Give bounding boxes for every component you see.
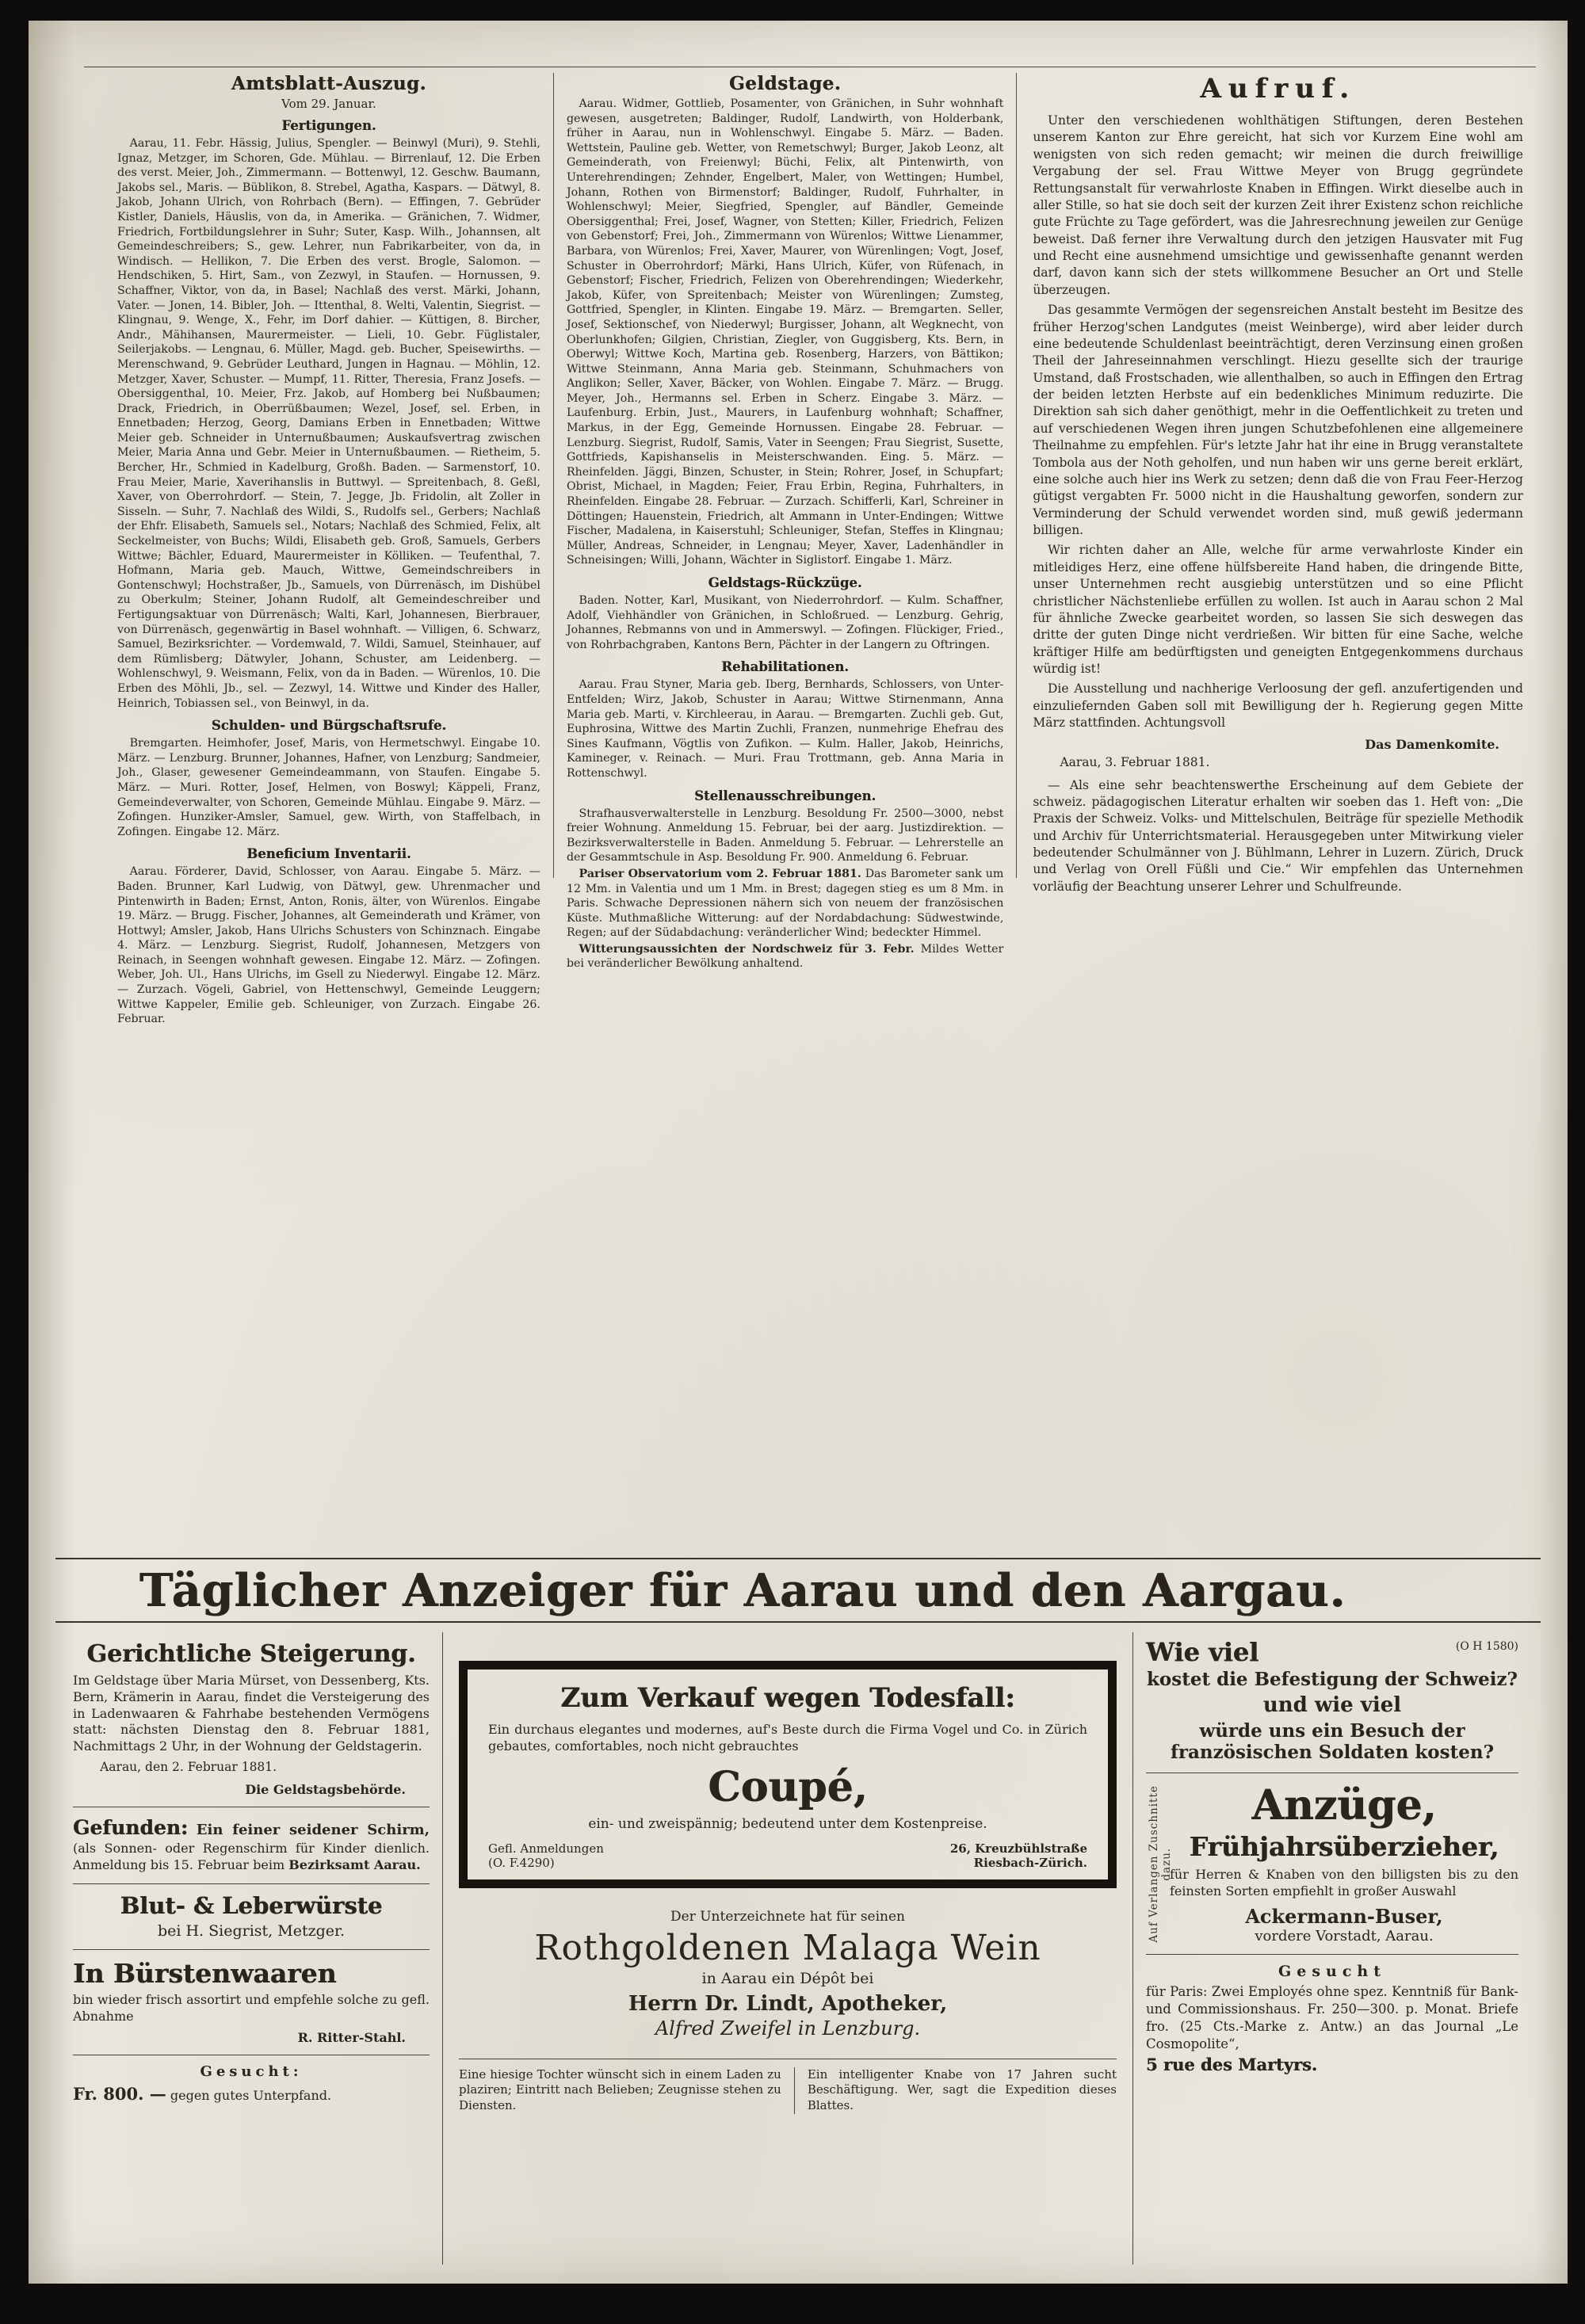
observatorium-paragraph: [567, 867, 1003, 941]
rueckzuege-body: Baden. Notter, Karl, Musikant, von Niederrohrdorf. — Kulm. Schaffner, Adolf, Viehhändler von Gränichen, in Schloßrued. — Lenzburg. Gehrig, Johannes, Rebmanns von und in Ammerswyl. — Zofingen. Flückiger, Fried., von Rohrbachgraben, Kantons Bern, Pächter in der Langern zu Oftringen.: [566, 594, 1004, 651]
editorial-columns: [117, 73, 1523, 1026]
wuerste-title: Blut- & Leberwürste: [120, 1892, 383, 1920]
aufruf-paragraph-2: Das gesammte Vermögen der segensreichen Anstalt besteht im Besitze des früher Herzog'schen Landgutes (meist Weinberge), wird aber leider durch eine bedeutende Schuldenlast beeinträchtigt, deren Verzinsung einen großen Theil der Jahreseinnahmen verschlingt. Hiezu gesellte sich der traurige Umstand, daß Frostschaden, wie allenthalben, so auch in Effingen den Ertrag der beiden letzten Herbste auf ein bedenkliches Minimum reduzirte. Die Direktion sah sich daher genöthigt, mehr in die Oeffentlichkeit zu treten und auf verschiedenen Wegen ihren jungen Schutzbefohlenen eine allgemeinere Theilnahme zu empfehlen. Für's letzte Jahr hat ihr eine in Brugg veranstaltete Tombola aus der Noth geholfen, und nun haben wir uns gerne bereit erklärt, eine solche auch hier ins Werk zu setzen; denn daß die von Frau Feer-Herzog gütigst vergabten Fr. 5000 nicht in die Haushaltung geworfen, sondern zur Verminderung der Schuld verwendet worden sind, muß gewiß jedermann billigen.: [1033, 303, 1523, 537]
column-aufruf: [1017, 73, 1523, 894]
gefunden-lead: Ein feiner seidener Schirm,: [196, 1821, 430, 1838]
gesucht-amount: Fr. 800. —: [73, 2083, 166, 2104]
ad-divider: [1146, 1954, 1518, 1955]
gesucht-terms: gegen gutes Unterpfand.: [170, 2087, 332, 2103]
schweiz-top-row: [1146, 1637, 1518, 1667]
malaga-intro: Der Unterzeichnete hat für seinen: [670, 1908, 905, 1925]
coupe-address-line2: Riesbach-Zürich.: [973, 1855, 1087, 1870]
observatorium-title: Pariser Observatorium vom 2. Februar 1881.: [579, 867, 861, 880]
aufruf-paragraph-4: Die Ausstellung und nachherige Verloosung der gefl. anzufertigenden und einzuliefernden Gaben soll mit Bewilligung der h. Regierung gegen Mitte März stattfinden. Achtungsvoll: [1033, 681, 1523, 731]
ad-malaga-wein: [459, 1909, 1117, 2040]
rehabilitationen-heading: Rehabilitationen.: [721, 659, 849, 675]
ad-wuerste: [73, 1892, 430, 1940]
witterung-body: Mildes Wetter bei veränderlicher Bewölkung anhaltend.: [566, 942, 1004, 971]
classified-tochter: Eine hiesige Tochter wünscht sich in einem Laden zu plaziren; Eintritt nach Belieben; Zeugnisse stehen zu Diensten.: [459, 2066, 781, 2113]
gesucht-pfand-body: [73, 2083, 430, 2105]
geldstage-heading: Geldstage.: [728, 73, 842, 94]
ad-divider: [73, 1949, 430, 1950]
schweiz-line2: kostet die Befestigung der Schweiz?: [1147, 1669, 1518, 1690]
anzuege-body: für Herren & Knaben von den billigsten bis zu den feinsten Sorten empfiehlt in großer Auswahl: [1170, 1867, 1518, 1899]
steigerung-title: Gerichtliche Steigerung.: [86, 1640, 416, 1668]
steigerung-body: Im Geldstage über Maria Mürset, von Dessenberg, Kts. Bern, Krämerin in Aarau, findet die Versteigerung des in Ladenwaaren & Fahrhabe bestehenden Vermögens statt: nächsten Dienstag den 8. Februar 1881, Nachmittags 2 Uhr, in der Wohnung der Geldstagerin.: [73, 1673, 430, 1754]
masthead-title: Täglicher Anzeiger für Aarau und den Aargau.: [139, 1563, 1346, 1617]
anzuege-side-note: Auf Verlangen Zuschnitte dazu.: [1148, 1785, 1173, 1944]
ad-buerstenwaaren: [73, 1958, 430, 2045]
malaga-agent-1: Herrn Dr. Lindt, Apotheker,: [628, 1991, 948, 2016]
steigerung-signature: Die Geldstagsbehörde.: [245, 1781, 406, 1797]
beneficium-heading: Beneficium Inventarii.: [246, 846, 411, 862]
coupe-footer: [488, 1841, 1087, 1870]
ad-befestigung-schweiz: [1146, 1637, 1518, 1763]
aufruf-paragraph-3: Wir richten daher an Alle, welche für arme verwahrloste Kinder ein mitleidiges Herz, eine offene hülfsbereite Hand haben, die dringende Bitte, unser Unternehmen recht ausgiebig unterstützen und so eine Pflicht christlicher Nächstenliebe erfüllen zu wollen. Ist auch in Aarau schon 2 Mal für ähnliche Zwecke gearbeitet worden, so lassen Sie sich deswegen das dritte der guten Dinge nicht verdrießen. Wir bitten für eine Sache, welche kräftiger Hilfe am bedürftigsten und geneigten Entgegenkommens durchaus würdig ist!: [1033, 543, 1523, 676]
anzuege-signature: Ackermann-Buser,: [1245, 1904, 1443, 1928]
schweiz-line3: und wie viel: [1262, 1693, 1402, 1717]
fertigungen-body: Aarau, 11. Febr. Hässig, Julius, Spengler. — Beinwyl (Muri), 9. Stehli, Ignaz, Metzger, im Schoren, Gde. Mühlau. — Birrenlauf, 12. Die Erben des verst. Meier, Joh., Zimmermann. — Bottenwyl, 12. Geschw. Baumann, Jakobs sel., Maris. — Büblikon, 8. Strebel, Agatha, Kaspars. — Dätwyl, 8. Jakob, Johann Ulrich, von Rohrbach (Bern). — Effingen, 7. Gebrüder Kistler, Daniels, Häuslis, von da, in Amerika. — Gränichen, 7. Widmer, Friedrich, Fortbildungslehrer in Suhr; Suter, Kasp. Wilh., Johannsen, alt Gemeindeschreibers; S., gew. Lehrer, nun Fabrikarbeiter, von da, in Windisch. — Hellikon, 7. Die Erben des verst. Brogle, Salomon. — Hendschiken, 5. Hirt, Sam., von Zezwyl, in Staufen. — Hornussen, 9. Schaffner, Viktor, von da, in Basel; Nachlaß des verst. Märki, Johann, Vater. — Jonen, 14. Bibler, Joh. — Ittenthal, 8. Welti, Valentin, Siegrist. — Klingnau, 9. Wenge, X., Fehr, im Dorf dahier. — Küttigen, 8. Bircher, Andr., Mähihansen, Maurermeister. — Lieli, 10. Gebr. Füglistaler, Seilerjakobs. — Lengnau, 6. Müller, Magd. geb. Bucher, Speisewirths. — Merenschwand, 9. Gebrüder Leuthard, Jungen in Hagnau. — Möhlin, 12. Metzger, Xaver, Schuster. — Mumpf, 11. Ritter, Theresia, Franz Josefs. — Obersiggenthal, 10. Meier, Frz. Jakob, auf Homberg bei Nußbaumen; Drack, Friedrich, in Oberrüßbaumen; Wezel, Josef, sel. Erben, in Ennetbaden; Herzog, Georg, Damians Erben in Ennetbaden; Wittwe Meier geb. Schneider in Unternußbaumen; Auskaufsvertrag zwischen Meier, Maria Anna und Gebr. Meier in Unternußbaumen. — Rietheim, 5. Bercher, Hr., Schmied in Kadelburg, Großh. Baden. — Sarmenstorf, 10. Frau Meier, Marie, Xaverihanslis in Buttwyl. — Spreitenbach, 8. Geßl, Xaver, von Oberrohrdorf. — Stein, 7. Jegge, Jb. Fridolin, alt Zoller in Sisseln. — Suhr, 7. Nachlaß des Wildi, S., Rudolfs sel., Gerbers; Nachlaß der Ehfr. Elisabeth, Samuels sel., Notars; Nachlaß des Schmied, Felix, alt Seckelmeister, von Buchs; Wildi, Elisabeth geb. Groß, Samuels, Gerbers Wittwe; Bächler, Eduard, Maurermeister in Kölliken. — Teufenthal, 7. Hofmann, Maria geb. Mauch, Wittwe, Gemeindschreibers in Gontenschwyl; Hochstraßer, Jb., Samuels, von Dürrenäsch, im Dishübel zu Oberkulm; Steiner, Johann Rudolf, alt Gemeindeschreiber und Fertigungsaktuar von Dürrenäsch; Walti, Karl, Johannesen, Bierbrauer, von Dürrenäsch, gegenwärtig in Basel wohnhaft. — Villigen, 6. Schwarz, Samuel, Bezirksrichter. — Vordemwald, 7. Wildi, Samuel, Steinhauer, auf dem Rümlisberg; Dätwyler, Johann, Schuster, am Leidenberg. — Wohlenschwyl, 9. Weismann, Felix, von da in Baden. — Würenlos, 10. Die Erben des Möhli, Jb., sel. — Zezwyl, 14. Wittwe und Kinder des Haller, Heinrich, Tobiassen sel., von Beinwyl, in da.: [117, 137, 540, 710]
column-geldstage: [553, 73, 1017, 971]
malaga-depot-line: in Aarau ein Dépôt bei: [701, 1969, 874, 1987]
ad-gesucht-paris: [1146, 1963, 1518, 2074]
coupe-code: (O. F.4290): [488, 1855, 555, 1870]
ad-anzuege: [1146, 1781, 1518, 1944]
schulden-heading: Schulden- und Bürgschaftsrufe.: [211, 718, 447, 734]
observatorium-body: Das Barometer sank um 12 Mm. in Valentia und um 1 Mm. in Brest; dagegen stieg es um 8 Mm. in Paris. Schwache Depressionen nähern sich von neuem der französischen Küste. Muthmaßliche Witterung: auf der Nordabdachung: Südwestwinde, Regen; auf der Südabdachung: veränderlicher Wind; bedeckter Himmel.: [566, 867, 1004, 940]
aufruf-place-date: Aarau, 3. Februar 1881.: [1060, 754, 1210, 769]
beneficium-body: Aarau. Förderer, David, Schlosser, von Aarau. Eingabe 5. März. — Baden. Brunner, Karl Ludwig, von Dätwyl, gew. Uhrenmacher und Pintenwirth in Baden; Ernst, Anton, Ronis, älter, von Würenlos. Eingabe 19. März. — Brugg. Fischer, Johannes, alt Gemeinderath und Krämer, von Hottwyl; Amsler, Jakob, Hans Ulrichs Schusters von Schinznach. Eingabe 4. März. — Lenzburg. Siegrist, Rudolf, Johannesen, Metzgers von Reinach, in Seengen wohnhaft gewesen. Eingabe 12. März. — Zofingen. Weber, Joh. Ul., Hans Ulrichs, im Gsell zu Niederwyl. Eingabe 12. März. — Zurzach. Vögeli, Gabriel, von Hettenschwyl, Gemeinde Leuggern; Wittwe Kappeler, Emilie geb. Schleuniger, von Zurzach. Eingabe 26. Februar.: [117, 865, 540, 1026]
buersten-title: In Bürstenwaaren: [73, 1958, 337, 1990]
gefunden-signature: Bezirksamt Aarau.: [288, 1857, 421, 1873]
amtsblatt-heading: Amtsblatt-Auszug.: [231, 73, 427, 94]
paris-address: 5 rue des Martyrs.: [1146, 2055, 1318, 2075]
gefunden-title: Gefunden:: [73, 1815, 189, 1839]
advertisement-section: [70, 1632, 1520, 2265]
schweiz-line4: würde uns ein Besuch der französischen Soldaten kosten?: [1170, 1720, 1495, 1763]
classified-knabe: Ein intelligenter Knabe von 17 Jahren sucht Beschäftigung. Wer, sagt die Expedition dieses Blattes.: [794, 2067, 1117, 2114]
ad-gesucht-pfand: [73, 2063, 430, 2105]
gefunden-body: (als Sonnen- oder Regenschirm für Kinder dienlich. Anmeldung bis 15. Februar beim: [73, 1841, 430, 1873]
paedagogik-note: — Als eine sehr beachtenswerthe Erscheinung auf dem Gebiete der schweiz. pädagogischen Literatur erhalten wir soeben das 1. Heft von: „Die Praxis der Schweiz. Volks- und Mittelschulen, Beiträge für spezielle Methodik und Archiv für Unterrichtsmaterial. Herausgegeben unter Mitwirkung vieler bedeutender Schulmänner von J. Bühlmann, Lehrer in Luzern. Zürich, Druck und Verlag von Orell Füßli und Cie.“ Wir empfehlen das Unternehmen vorläufig der Beachtung unserer Lehrer und Schulfreunde.: [1033, 777, 1523, 894]
stellen-body: Strafhausverwalterstelle in Lenzburg. Besoldung Fr. 2500—3000, nebst freier Wohnung. Anmeldung 15. Februar, bei der aarg. Justizdirektion. — Bezirksverwalterstelle in Baden. Anmeldung 5. Februar. — Lehrerstelle an der Gesammtschule in Asp. Besoldung Fr. 900. Anmeldung 6. Februar.: [566, 807, 1004, 864]
geldstage-body: Aarau. Widmer, Gottlieb, Posamenter, von Gränichen, in Suhr wohnhaft gewesen, ausgetreten; Baldinger, Rudolf, Landwirth, von Holderbank, früher in Aarau, nun in Wohlenschwyl. Eingabe 5. März. — Baden. Wettstein, Pauline geb. Wetter, von Remetschwyl; Burger, Jakob Leonz, alt Gemeinderath, von Freienwyl; Büchi, Felix, alt Pintenwirth, von Unterehrendingen; Zehnder, Engelbert, Maler, von Wettingen; Humbel, Johann, Rothen von Birmenstorf; Baldinger, Rudolf, Fuhrhalter, in Wohlenschwyl; Meier, Siegfried, Spengler, auf Bändler, Gemeinde Obersiggenthal; Frei, Josef, Wagner, von Stetten; Killer, Friedrich, Felizen von Gebenstorf; Frei, Joh., Zimmermann von Würenlos; Wittwe Lienammer, Barbara, von Würenlos; Frei, Xaver, Maurer, von Würenlingen; Vogt, Josef, Schuster in Oberrohrdorf; Märki, Hans Ulrich, Küfer, von Rüfenach, in Gebenstorf; Fischer, Friedrich, Felizen von Oberehrendingen; Wiederkehr, Jakob, Küfer, von Spreitenbach; Meister von Würenlingen; Zumsteg, Gottfried, Spengler, in Klinten. Eingabe 19. März. — Bremgarten. Seller, Josef, Sektionschef, von Niederwyl; Burgisser, Johann, alt Wegknecht, von Oberlunkhofen; Gilgien, Christian, Ziegler, von Guggisberg, Kts. Bern, in Oberwyl; Wittwe Koch, Martina geb. Rosenberg, Harzers, von Bättikon; Wittwe Steinmann, Anna Maria geb. Steinmann, Schuhmachers von Anglikon; Seller, Xaver, Bäcker, von Wohlen. Eingabe 7. März. — Brugg. Meyer, Joh., Hermanns sel. Erben in Scherz. Eingabe 3. März. — Laufenburg. Erbin, Just., Maurers, in Laufenburg wohnhaft; Schaffner, Markus, in der Egg, Gemeinde Hornussen. Eingabe 28. Februar. — Lenzburg. Siegrist, Rudolf, Samis, Vater in Seengen; Frau Siegrist, Susette, Gottfrieds, Kapishanselis in Meisterschwanden. Eing. 5. März. — Rheinfelden. Jäggi, Binzen, Schuster, in Stein; Rohrer, Josef, in Schupfart; Obrist, Michael, in Magden; Feier, Frau Erbin, Regina, Fuhrhalters, in Rheinfelden. Eingabe 28. Februar. — Zurzach. Schifferli, Karl, Schreiner in Döttingen; Hauenstein, Friedrich, alt Ammann in Unter-Endingen; Wittwe Fischer, Madalena, in Kaiserstuhl; Schleuniger, Stefan, Steffes in Klingnau; Müller, Andreas, Schneider, in Lengnau; Meyer, Xaver, Ladenhändler in Schneisingen; Willi, Johann, Wächter in Siglistorf. Eingabe 1. März.: [566, 97, 1004, 567]
anzuege-title: Anzüge,: [1251, 1781, 1437, 1830]
coupe-terms: ein- und zweispännig; bedeutend unter dem Kostenpreise.: [588, 1815, 987, 1832]
gefunden-paragraph: [73, 1815, 430, 1874]
malaga-agent-2: Alfred Zweifel in Lenzburg.: [655, 2017, 921, 2040]
buersten-signature: R. Ritter-Stahl.: [297, 2029, 406, 2045]
gesucht-pfand-title: Gesucht:: [200, 2063, 303, 2080]
column-amtsblatt: [117, 73, 553, 1026]
paris-body: für Paris: Zwei Employés ohne spez. Kenntniß für Bank- und Commissionshaus. Fr. 250—300. p. Monat. Briefe fro. (25 Cts.-Marke z. Antw.) an das Journal „Le Cosmopolite“,: [1146, 1983, 1518, 2051]
schweiz-ad-code: (O H 1580): [1455, 1640, 1518, 1653]
coupe-address-line1: 26, Kreuzbühlstraße: [949, 1841, 1087, 1856]
newspaper-paper: [29, 21, 1568, 2284]
ads-column-left: [70, 1632, 442, 2265]
aufruf-paragraph-1: Unter den verschiedenen wohlthätigen Stiftungen, deren Bestehen unserem Kanton zur Ehre gereicht, hat sich vor Kurzem Eine wohl am wenigsten von sich reden gemacht; wir meinen die durch freiwillige Vergabung der sel. Frau Wittwe Meyer von Brugg gegründete Rettungsanstalt für verwahrloste Knaben in Effingen. Wirkt dieselbe auch in aller Stille, so hat sie doch seit der kurzen Zeit ihrer Existenz schon reichliche gute Früchte zu Tage gefördert, was die Jahresrechnung jeweilen zur Genüge beweist. Daß ferner ihre Verwaltung durch den jetzigen Hausvater mit Fug und Recht eine ausnehmend umsichtige und gewissenhafte genannt werden darf, davon kann sich der stets willkommene Besucher an Ort und Stelle überzeugen.: [1033, 113, 1523, 297]
coupe-contact-label: Gefl. Anmeldungen: [488, 1841, 604, 1856]
ad-gefunden: [73, 1815, 430, 1874]
schulden-body: Bremgarten. Heimhofer, Josef, Maris, von Hermetschwyl. Eingabe 10. März. — Lenzburg. Brunner, Johannes, Hafner, von Lenzburg; Sandmeier, Joh., Glaser, gewesener Gemeindeammann, von Staufen. Eingabe 5. März. — Muri. Rotter, Josef, Helmen, von Boswyl; Käppeli, Franz, Gemeindeverwalter, von Schoren, Gemeinde Mühlau. Eingabe 9. März. — Zofingen. Hunziker-Amsler, Samuel, gew. Wirth, von Staffelbach, in Zofingen. Eingabe 12. März.: [117, 737, 540, 838]
witterung-paragraph: [567, 942, 1003, 971]
coupe-contact: [488, 1841, 604, 1870]
fertigungen-heading: Fertigungen.: [281, 118, 376, 133]
paris-title: Gesucht: [1278, 1962, 1386, 1980]
ad-coupe: [459, 1661, 1117, 1888]
anzuege-address: vordere Vorstadt, Aarau.: [1255, 1927, 1434, 1944]
masthead-banner: [55, 1558, 1541, 1623]
anzuege-subtitle: Frühjahrsüberzieher,: [1189, 1831, 1499, 1862]
small-classifieds-row: [459, 2059, 1117, 2114]
aufruf-heading: Aufruf.: [1200, 73, 1356, 105]
rueckzuege-heading: Geldstags-Rückzüge.: [708, 575, 862, 590]
rehabilitationen-body: Aarau. Frau Styner, Maria geb. Iberg, Bernhards, Schlossers, von Unter-Entfelden; Wirz, Jakob, Schuster in Aarau; Wittwe Stirnenmann, Anna Maria geb. Marti, v. Kirchleerau, in Aarau. — Bremgarten. Zuchli geb. Gut, Euphrosina, Wittwe des Martin Zuchli, Franzen, nunmehrige Ehefrau des Sines Kaufmann, Vögtlis von Zufikon. — Kulm. Haller, Jakob, Heinrichs, Kamineger, v. Reinach. — Muri. Frau Trottmann, geb. Anna Maria in Rottenschwyl.: [566, 678, 1004, 780]
coupe-headline: Zum Verkauf wegen Todesfall:: [560, 1682, 1015, 1714]
malaga-product-name: Rothgoldenen Malaga Wein: [534, 1927, 1041, 1968]
schweiz-line1: Wie viel: [1146, 1637, 1259, 1667]
ad-divider: [73, 1883, 430, 1884]
ad-gerichtliche-steigerung: [73, 1640, 430, 1797]
amtsblatt-dateline: Vom 29. Januar.: [281, 97, 376, 111]
steigerung-place: Aarau, den 2. Februar 1881.: [100, 1759, 277, 1774]
coupe-address: [950, 1841, 1087, 1870]
stellen-heading: Stellenausschreibungen.: [694, 788, 877, 803]
ads-column-right: [1133, 1632, 1520, 2265]
wuerste-subtitle: bei H. Siegrist, Metzger.: [157, 1922, 346, 1940]
damenkomite-signature: Das Damenkomite.: [1365, 736, 1499, 752]
coupe-product-name: Coupé,: [708, 1762, 868, 1811]
witterung-title: Witterungsaussichten der Nordschweiz für 3. Febr.: [579, 942, 915, 956]
buersten-body: bin wieder frisch assortirt und empfehle solche zu gefl. Abnahme: [73, 1992, 430, 2024]
coupe-body: Ein durchaus elegantes und modernes, auf's Beste durch die Firma Vogel und Co. in Zürich gebautes, comfortables, noch nicht gebrauchtes: [488, 1722, 1087, 1753]
ads-column-middle: [442, 1632, 1133, 2265]
